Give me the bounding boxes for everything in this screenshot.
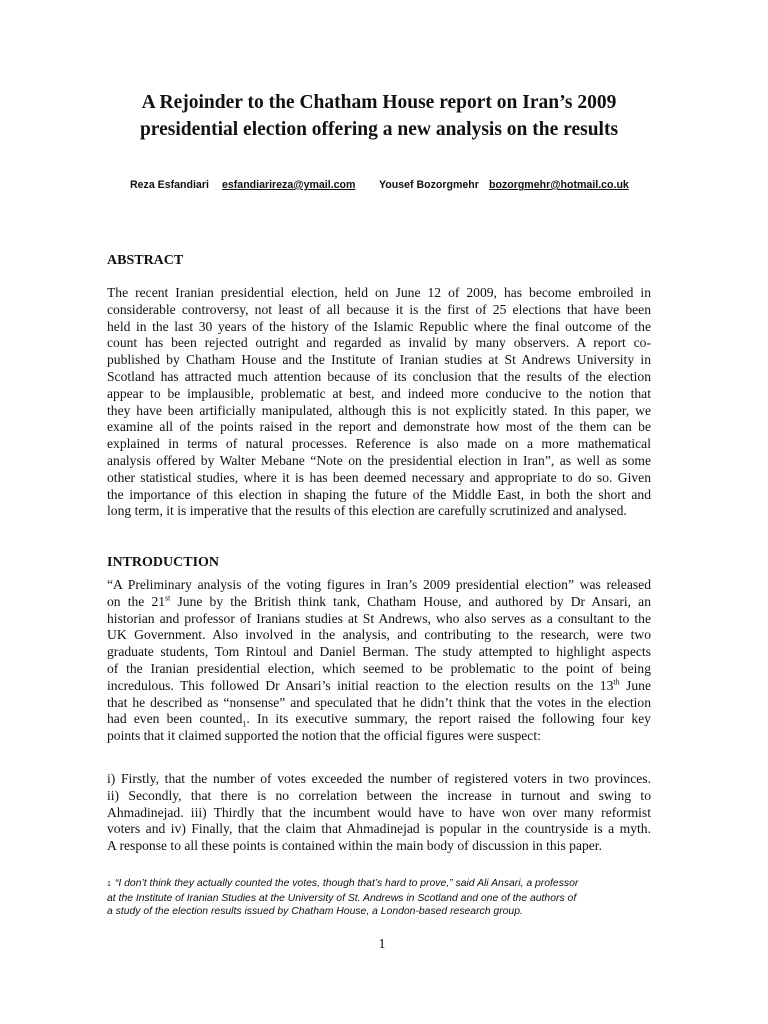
intro-line: i) Firstly, that the number of votes exceeded the number of registered voters in two provinces.	[107, 771, 651, 786]
abstract-line: The recent Iranian presidential election, held on June 12 of 2009, has become embroiled in	[107, 285, 651, 300]
abstract-line: long term, it is imperative that the results of this election are carefully scrutinized and analysed.	[107, 503, 627, 519]
author-email-1[interactable]: esfandiarireza@ymail.com	[222, 179, 356, 191]
intro-line: points that it claimed supported the notion that the official figures were suspect:	[107, 728, 541, 744]
introduction-heading: INTRODUCTION	[107, 555, 220, 570]
intro-line: of the Iranian presidential election, which seemed to be problematic to the point of being	[107, 660, 651, 676]
document-page	[107, 0, 651, 1024]
footnote-line: a study of the election results issued by Chatham House, a London-based research group.	[107, 906, 523, 918]
intro-line	[107, 594, 651, 611]
footnote-line: at the Institute of Iranian Studies at the University of St. Andrews in Scotland and one of the authors of	[107, 892, 577, 904]
intro-line: historian and professor of Iranians studies at St Andrews, who also serves as a consultant to the	[107, 610, 651, 626]
author-email-2[interactable]: bozorgmehr@hotmail.co.uk	[489, 179, 629, 191]
abstract-line: the importance of this election in shaping the future of the Middle East, in both the short and	[107, 486, 651, 502]
intro-line: voters and iv) Finally, that the claim that Ahmadinejad is popular in the countryside is a myth.	[107, 821, 651, 837]
intro-text: incredulous. This followed Dr Ansari’s initial reaction to the election results on the 13	[107, 677, 614, 693]
abstract-line: held in the last 30 years of the history of the Islamic Republic where the final outcome of the	[107, 318, 651, 334]
footnote	[107, 877, 627, 919]
intro-line: UK Government. Also involved in the analysis, and contributing to the research, were two	[107, 627, 651, 643]
intro-line: that he described as “nonsense” and speculated that he didn’t think that the votes in the election	[107, 694, 651, 710]
abstract-line: explained in terms of natural processes. Reference is also made on a more mathematical	[107, 436, 651, 452]
intro-text: . In its executive summary, the report raised the following four key	[246, 711, 651, 727]
intro-line: graduate students, Tom Rintoul and Daniel Berman. The study attempted to highlight aspects	[107, 644, 651, 660]
abstract-line: published by Chatham House and the Institute of Iranian studies at St Andrews University in	[107, 352, 651, 368]
title-line-2: presidential election offering a new analysis on the results	[139, 119, 619, 140]
author-name-2: Yousef Bozorgmehr	[379, 179, 479, 191]
abstract-line: count has been rejected outright and regarded as invalid by many observers. A report co-	[107, 335, 651, 351]
intro-text: on the 21	[107, 593, 166, 609]
abstract-heading: ABSTRACT	[107, 253, 184, 268]
footnote-reference[interactable]: 1	[242, 720, 247, 730]
author-name-1: Reza Esfandiari	[130, 179, 209, 191]
footnote-text: “I don’t think they actually counted the votes, though that’s hard to prove,” said Ali Ansari, a professor	[114, 878, 579, 889]
intro-line: “A Preliminary analysis of the voting figures in Iran’s 2009 presidential election” was released	[107, 577, 651, 592]
intro-text: June	[619, 677, 651, 693]
abstract-paragraph	[107, 285, 651, 520]
footnote-marker: 1	[107, 881, 111, 888]
abstract-line: Scotland has attracted much attention because of its conclusion that the results of the election	[107, 368, 651, 384]
intro-line: ii) Secondly, that there is no correlation between the increase in turnout and swing to	[107, 787, 651, 803]
abstract-line: they have been artificially manipulated, although this is not explicitly stated. In this paper, we	[107, 402, 651, 418]
title-line-1: A Rejoinder to the Chatham House report on Iran’s 2009	[141, 92, 617, 113]
intro-line	[107, 711, 651, 728]
abstract-line: appear to be implausible, problematic at best, and indeed more conducive to the notion that	[107, 385, 651, 401]
abstract-line: examine all of the points raised in the report and demonstrate how most of the them can be	[107, 419, 651, 435]
intro-line: A response to all these points is contained within the main body of discussion in this paper.	[107, 838, 602, 854]
ordinal-superscript: st	[165, 593, 171, 603]
intro-text: had even been counted	[107, 711, 243, 727]
footnote-line	[107, 877, 627, 892]
abstract-line: considerable controversy, not least of all because it is the first of 25 elections that have been	[107, 301, 651, 317]
introduction-paragraph-2	[107, 771, 651, 855]
intro-line: Ahmadinejad. iii) Thirdly that the incumbent would have to have won over many reformist	[107, 804, 651, 820]
intro-line	[107, 678, 651, 695]
page-number: 1	[378, 937, 386, 952]
introduction-paragraph-1	[107, 577, 651, 745]
intro-text: June by the British think tank, Chatham House, and authored by Dr Ansari, an	[170, 593, 652, 609]
paper-title	[95, 89, 663, 143]
ordinal-superscript: th	[613, 677, 620, 687]
abstract-line: analysis offered by Walter Mebane “Note on the presidential election in Iran”, as well as some	[107, 452, 651, 468]
abstract-line: other statistical studies, where it is has been deemed necessary and appropriate to do so. Given	[107, 469, 651, 485]
